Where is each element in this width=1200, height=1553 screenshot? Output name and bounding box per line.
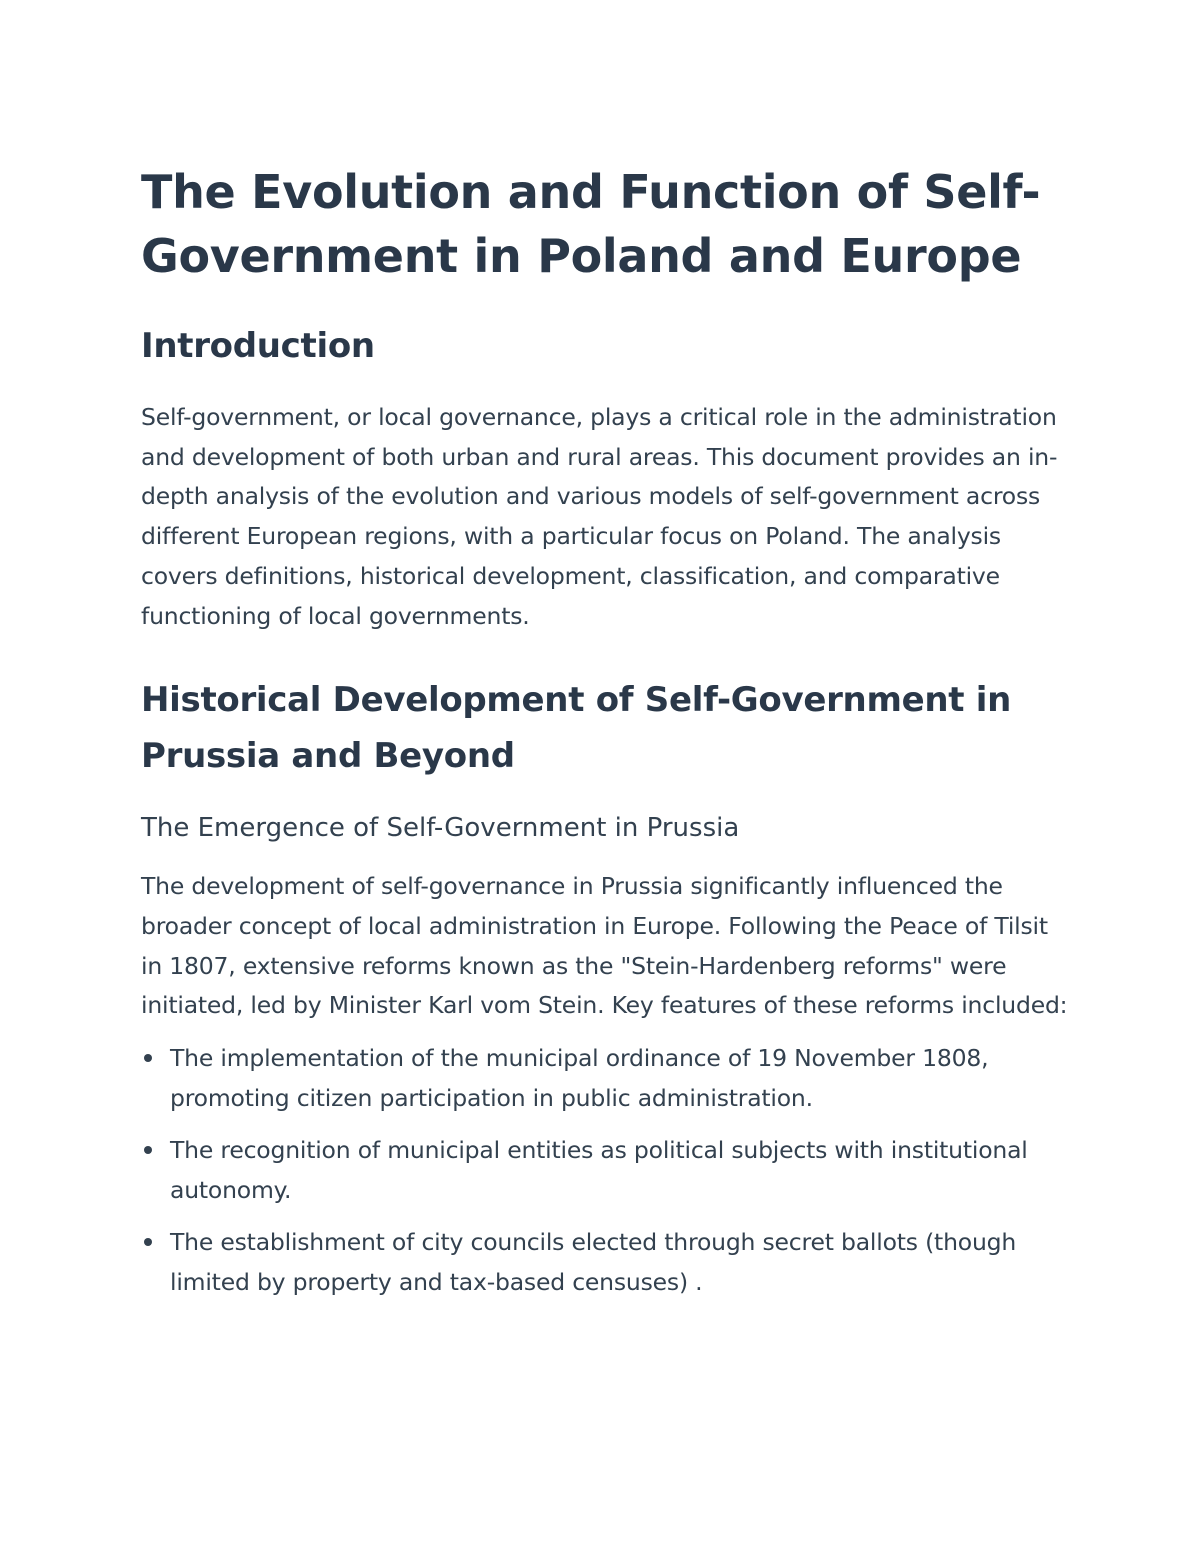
introduction-heading: Introduction <box>141 326 375 366</box>
document-title: The Evolution and Function of Self-Government in Poland and Europe <box>141 165 1041 283</box>
list-item <box>141 1130 1071 1210</box>
prussia-paragraph: The development of self-governance in Prussia significantly influenced the broader concept of local administration in Europe. Following the Peace of Tilsit in 1807, extensive reforms known as the "Stein-Hardenberg reforms" were initiated, led by Minister Karl vom Stein. Key features of these reforms included: <box>141 872 1068 1020</box>
bullet-icon <box>144 1054 152 1062</box>
list-item <box>141 1038 1071 1118</box>
list-item-text: The implementation of the municipal ordinance of 19 November 1808, promoting citizen participation in public administration. <box>170 1044 989 1113</box>
list-item <box>141 1222 1071 1302</box>
introduction-paragraph: Self-government, or local governance, plays a critical role in the administration and development of both urban and rural areas. This document provides an in-depth analysis of the evolution and various models of self-government across different European regions, with a particular focus on Poland. The analysis covers definitions, historical development, classification, and comparative functioning of local governments. <box>141 403 1058 630</box>
document-page <box>141 160 1071 1314</box>
list-item-text: The establishment of city councils elected through secret ballots (though limited by property and tax-based censuses) . <box>170 1228 1017 1297</box>
historical-development-heading: Historical Development of Self-Government in Prussia and Beyond <box>141 680 1012 777</box>
reform-features-list <box>141 1038 1071 1302</box>
list-item-text: The recognition of municipal entities as political subjects with institutional autonomy. <box>170 1136 1028 1205</box>
prussia-emergence-subheading: The Emergence of Self-Government in Prussia <box>141 813 740 844</box>
bullet-icon <box>144 1238 152 1246</box>
bullet-icon <box>144 1146 152 1154</box>
